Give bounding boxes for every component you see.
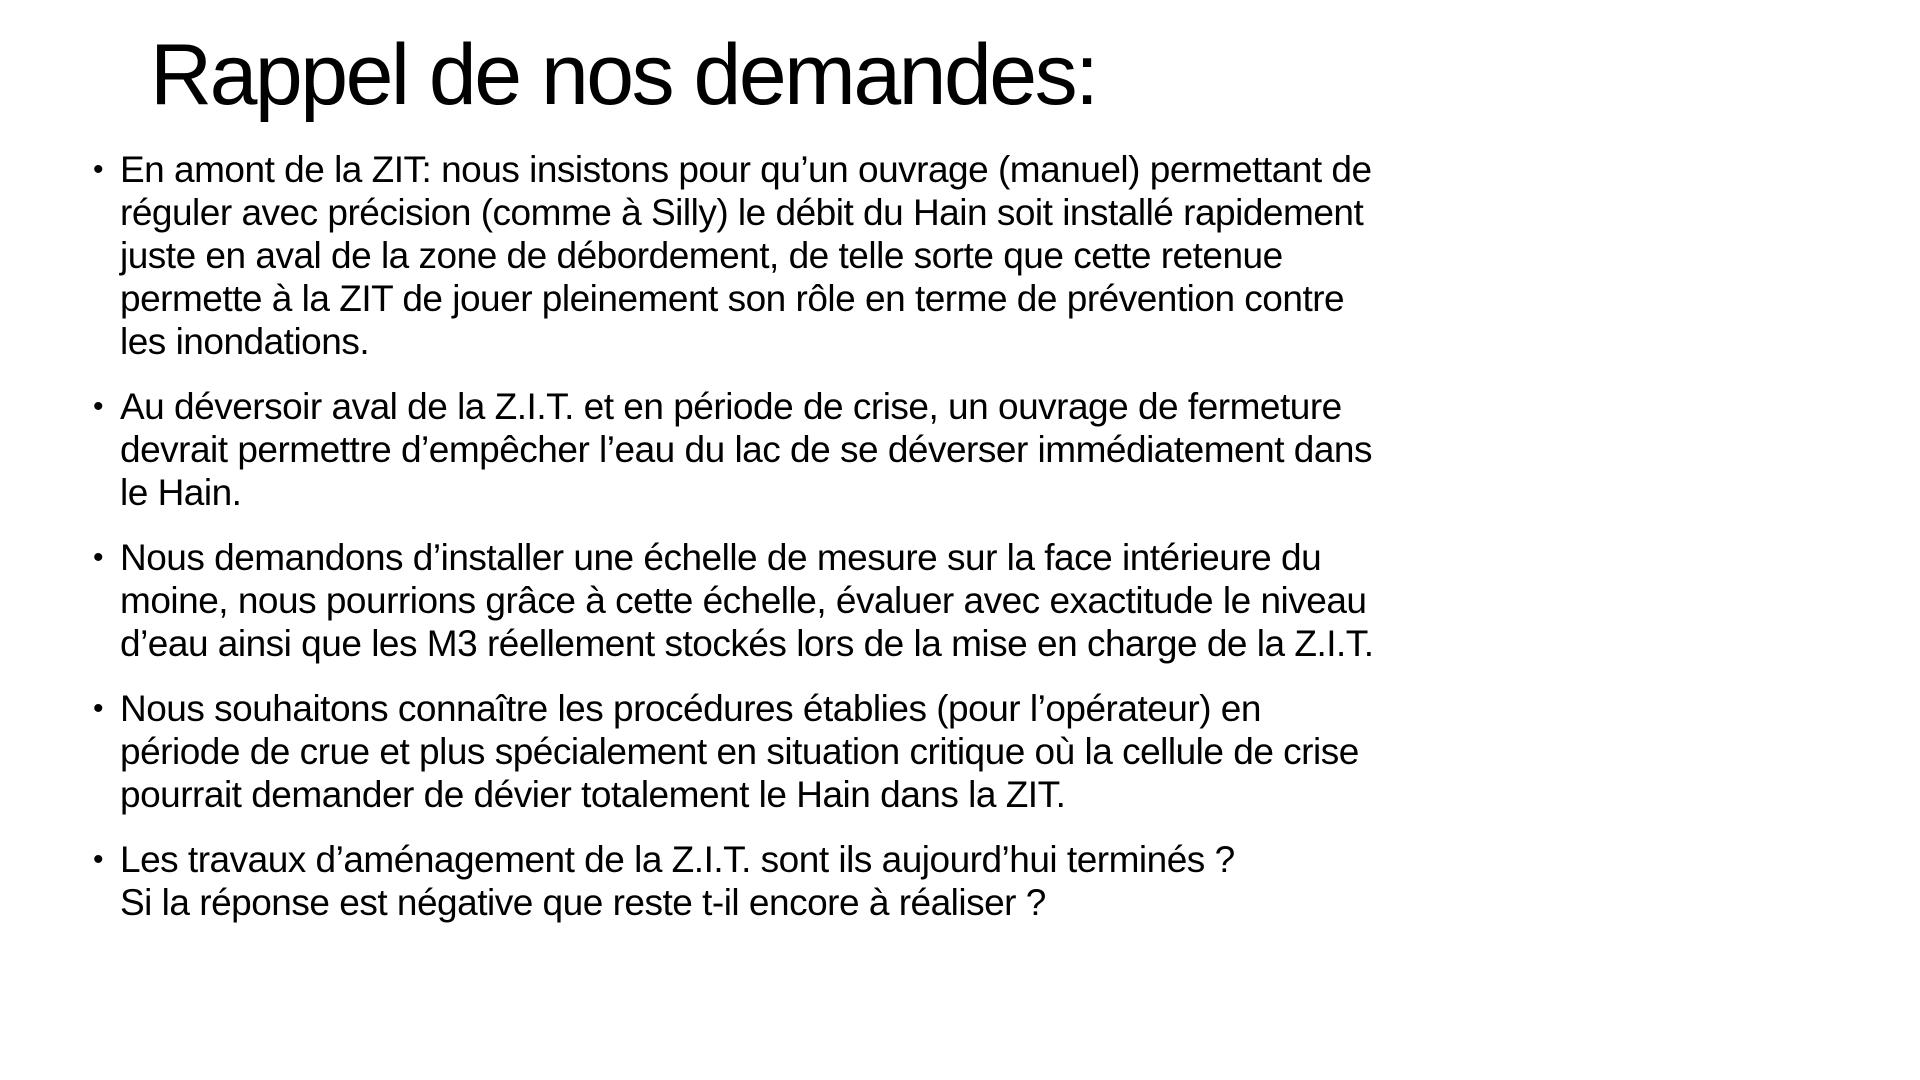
bullet-text (120, 148, 1860, 363)
bullet-line: Nous souhaitons connaître les procédures établies (pour l’opérateur) en (120, 688, 1261, 729)
slide-title: Rappel de nos demandes: (150, 27, 1097, 123)
bullet-line: En amont de la ZIT: nous insistons pour qu’un ouvrage (manuel) permettant de (120, 149, 1372, 190)
bullet-marker: • (93, 153, 104, 186)
bullet-item-4 (93, 687, 1860, 816)
bullet-line: Nous demandons d’installer une échelle de mesure sur la face intérieure du (120, 537, 1322, 578)
bullet-item-5 (93, 838, 1860, 924)
bullet-line: Les travaux d’aménagement de la Z.I.T. sont ils aujourd’hui terminés ? (120, 839, 1235, 880)
bullet-line: le Hain. (120, 472, 242, 513)
bullet-line: juste en aval de la zone de débordement, de telle sorte que cette retenue (120, 235, 1283, 276)
bullet-list (93, 148, 1860, 946)
bullet-text (120, 536, 1860, 665)
bullet-line: d’eau ainsi que les M3 réellement stockés lors de la mise en charge de la Z.I.T. (120, 623, 1374, 664)
bullet-line: réguler avec précision (comme à Silly) le débit du Hain soit installé rapidement (120, 192, 1364, 233)
bullet-marker: • (93, 541, 104, 574)
bullet-marker: • (93, 843, 104, 876)
bullet-text (120, 838, 1860, 924)
bullet-line: période de crue et plus spécialement en situation critique où la cellule de crise (120, 731, 1359, 772)
bullet-item-3 (93, 536, 1860, 665)
bullet-line: permette à la ZIT de jouer pleinement son rôle en terme de prévention contre (120, 278, 1345, 319)
bullet-text (120, 687, 1860, 816)
bullet-item-1 (93, 148, 1860, 363)
bullet-item-2 (93, 385, 1860, 514)
bullet-line: moine, nous pourrions grâce à cette échelle, évaluer avec exactitude le niveau (120, 580, 1367, 621)
bullet-text (120, 385, 1860, 514)
bullet-line: Au déversoir aval de la Z.I.T. et en période de crise, un ouvrage de fermeture (120, 386, 1342, 427)
bullet-line: pourrait demander de dévier totalement le Hain dans la ZIT. (120, 774, 1066, 815)
bullet-line: les inondations. (120, 321, 370, 362)
bullet-line: devrait permettre d’empêcher l’eau du lac de se déverser immédiatement dans (120, 429, 1372, 470)
bullet-marker: • (93, 390, 104, 423)
bullet-marker: • (93, 692, 104, 725)
bullet-line: Si la réponse est négative que reste t-il encore à réaliser ? (120, 882, 1046, 923)
